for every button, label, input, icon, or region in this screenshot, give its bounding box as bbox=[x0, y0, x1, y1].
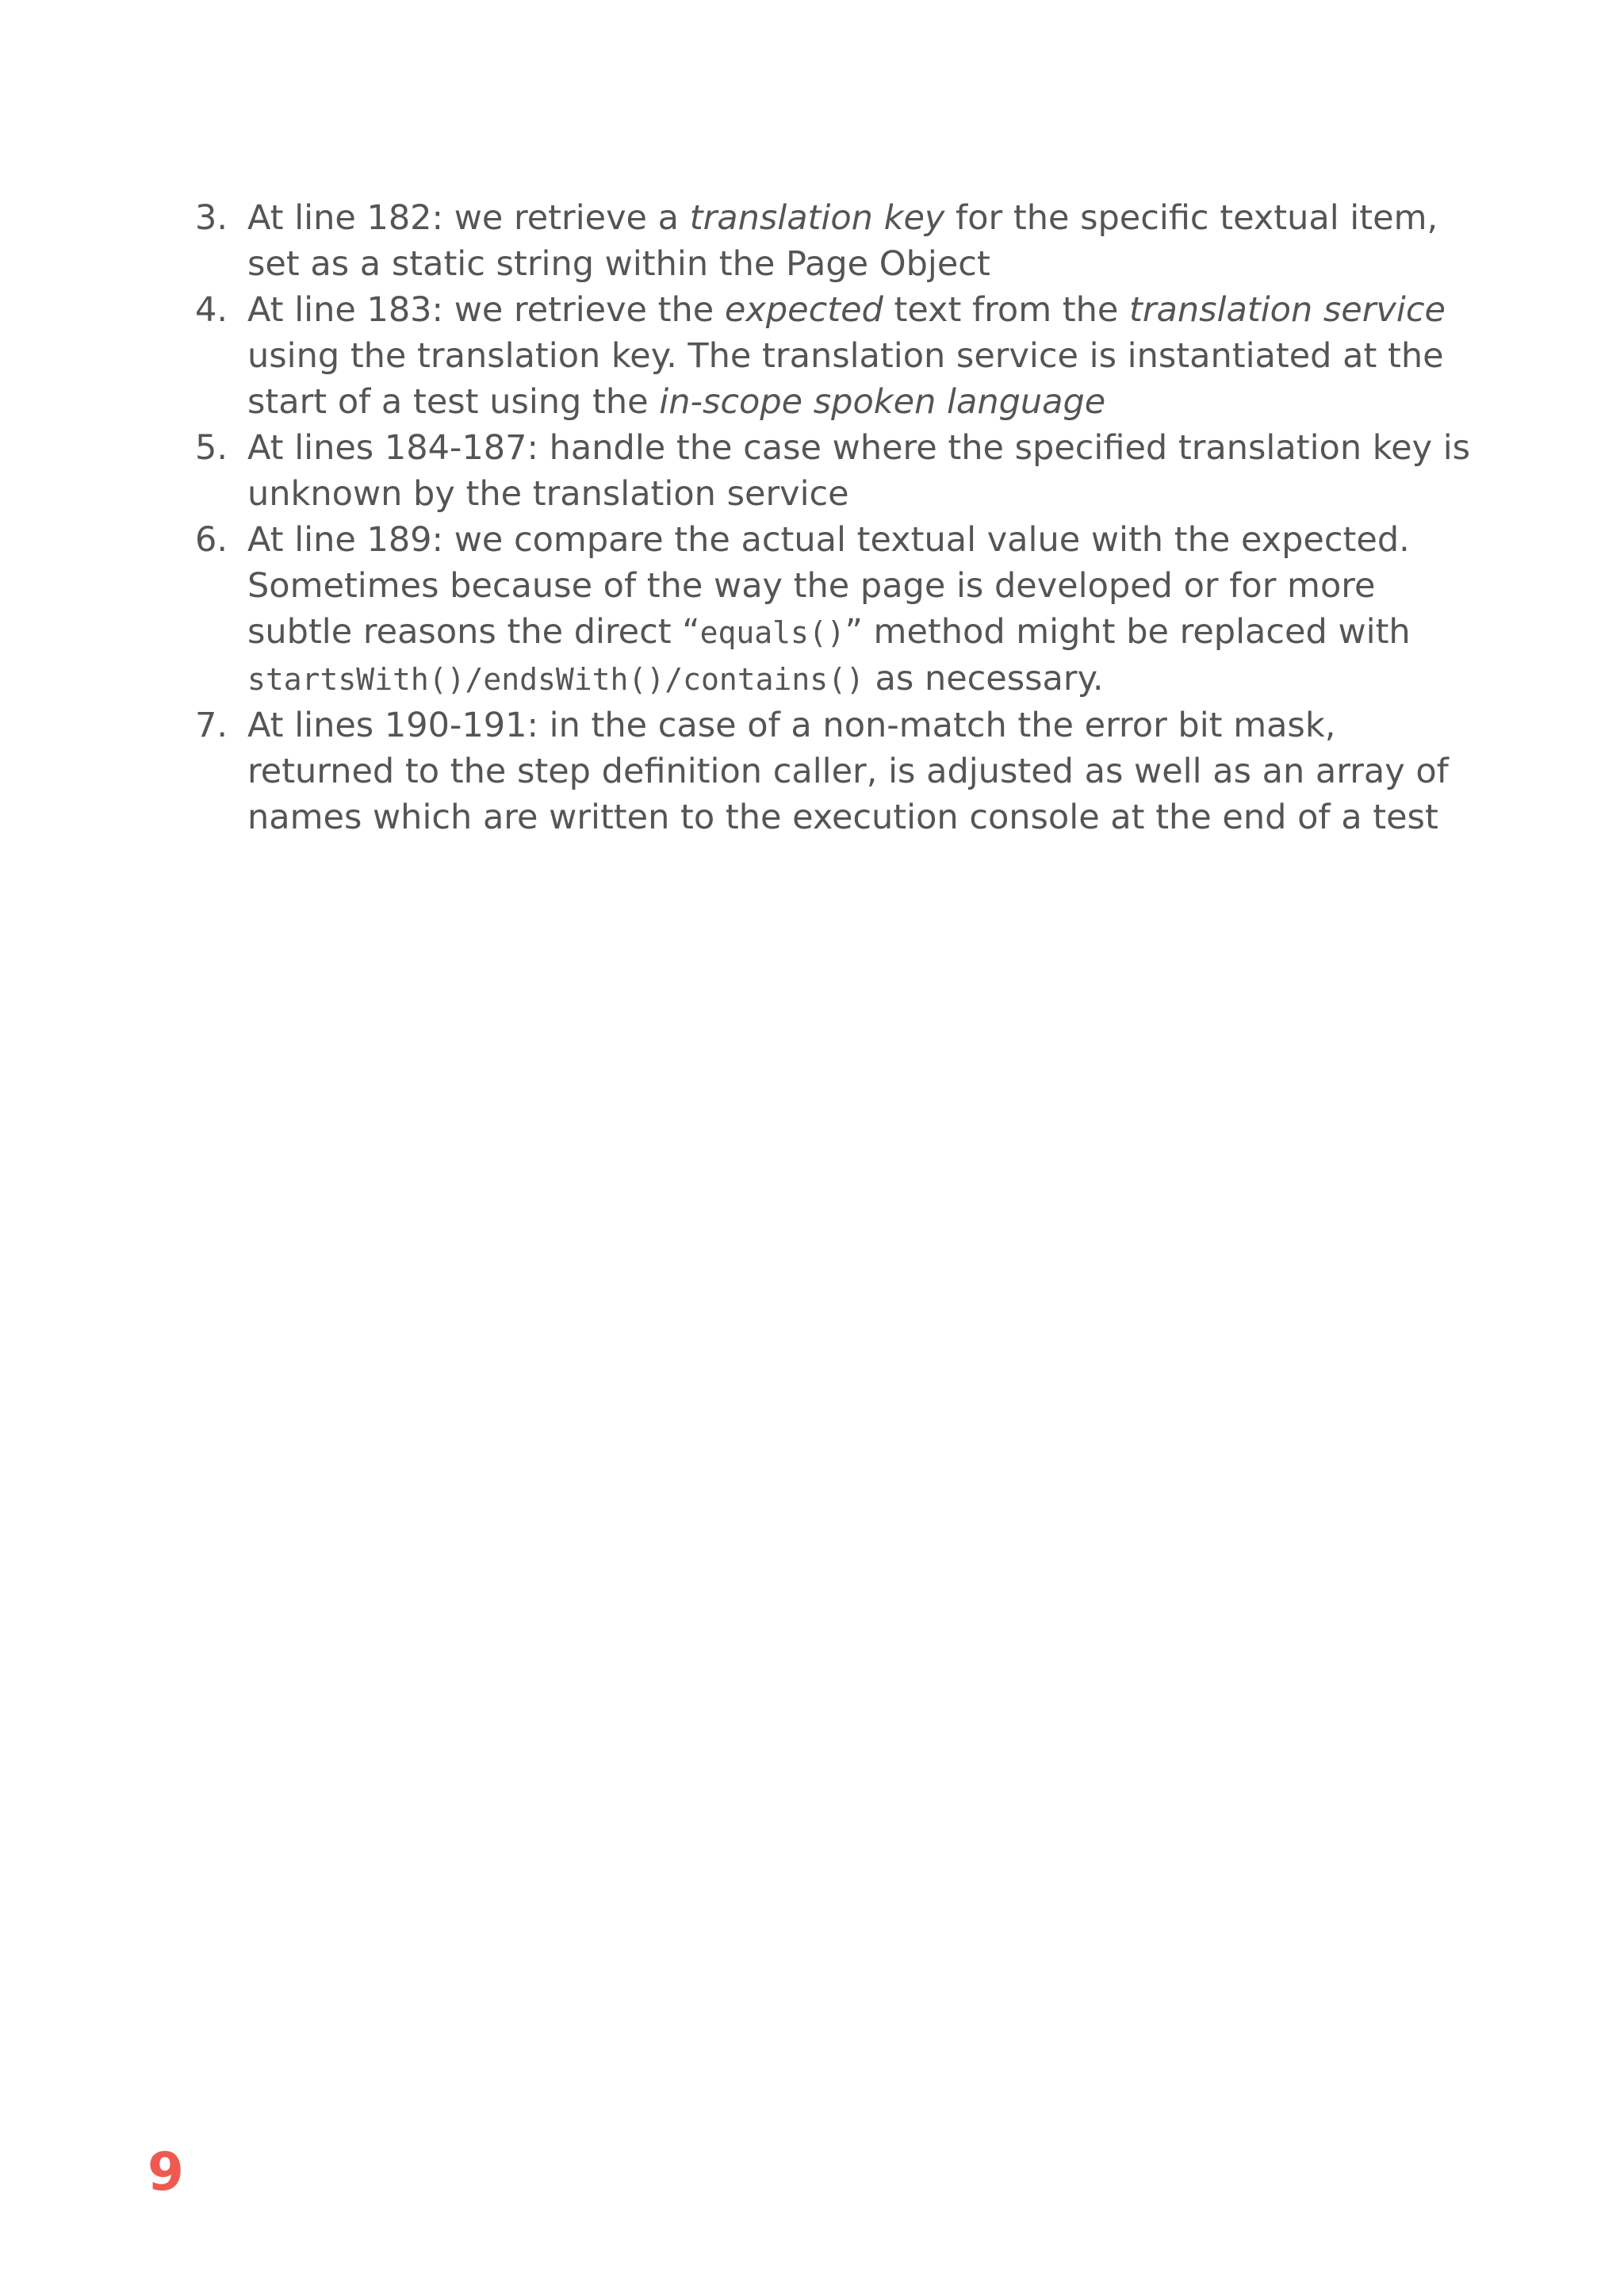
list-item-3 bbox=[195, 195, 1480, 287]
list-item-text bbox=[247, 425, 1480, 517]
numbered-list bbox=[195, 195, 1480, 840]
text-segment: text from the bbox=[883, 290, 1130, 330]
list-item-7 bbox=[195, 702, 1480, 840]
italic-term: translation service bbox=[1129, 290, 1446, 330]
list-item-text bbox=[247, 287, 1480, 425]
list-item-text bbox=[247, 702, 1480, 840]
text-segment: ” method might be replaced with bbox=[845, 612, 1411, 652]
list-item-6 bbox=[195, 517, 1480, 702]
code-string-methods: startsWith()/endsWith()/contains() bbox=[247, 662, 864, 697]
list-item-text bbox=[247, 195, 1480, 287]
italic-term: expected bbox=[724, 290, 883, 330]
page-number: 9 bbox=[147, 2141, 184, 2202]
text-segment: At line 183: we retrieve the bbox=[247, 290, 725, 330]
text-segment: At lines 184-187: handle the case where the specified translation key is unknown by the translation service bbox=[247, 428, 1471, 514]
code-equals: equals() bbox=[699, 615, 845, 650]
text-segment: as necessary. bbox=[864, 659, 1104, 698]
italic-term: in-scope spoken language bbox=[659, 382, 1106, 422]
list-item-number: 4. bbox=[195, 290, 228, 330]
list-item-number: 5. bbox=[195, 428, 228, 468]
italic-term: translation key bbox=[689, 198, 945, 238]
text-segment: At line 189: we compare the actual textual value with the expected. Sometimes because of the way the page is developed or for more subtle reasons the direct “ bbox=[247, 520, 1410, 652]
text-segment: using the translation key. The translation service is instantiated at the start of a test using the bbox=[247, 336, 1444, 422]
list-item-5 bbox=[195, 425, 1480, 517]
text-segment: At lines 190-191: in the case of a non-match the error bit mask, returned to the step definition caller, is adjusted as well as an array of names which are written to the execution console at the end of a test bbox=[247, 706, 1449, 837]
text-segment: At line 182: we retrieve a bbox=[247, 198, 690, 238]
list-item-number: 7. bbox=[195, 706, 228, 745]
list-item-4 bbox=[195, 287, 1480, 425]
list-item-number: 6. bbox=[195, 520, 228, 560]
list-item-text bbox=[247, 517, 1480, 702]
text-segment: for the specific textual item, set as a static string within the Page Object bbox=[247, 198, 1438, 284]
list-item-number: 3. bbox=[195, 198, 228, 238]
